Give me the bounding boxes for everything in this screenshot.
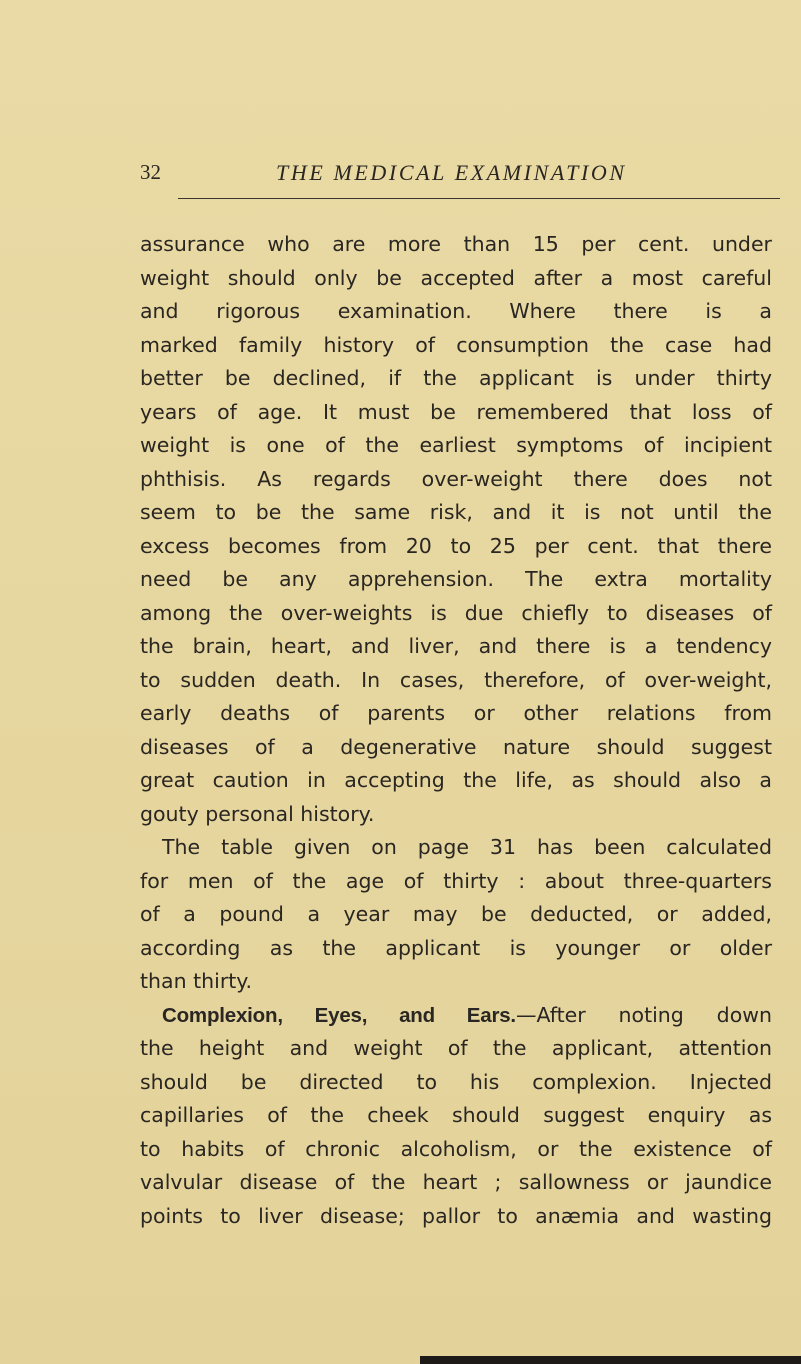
scan-edge-shadow xyxy=(420,1356,801,1364)
page-number: 32 xyxy=(140,160,161,184)
text-line: points to liver disease; pallor to anæmia and wasting xyxy=(140,1203,772,1228)
text-line: valvular disease of the heart ; sallowness or jaundice xyxy=(140,1170,772,1194)
text-line: than thirty. xyxy=(140,969,253,993)
text-line: early deaths of parents or other relations from xyxy=(140,701,772,725)
section-heading: Complexion, Eyes, and Ears. xyxy=(162,1003,516,1027)
section-first-line xyxy=(140,999,772,1033)
running-head xyxy=(140,160,780,190)
text-line: phthisis. As regards over-weight there does not xyxy=(140,466,772,491)
text-line: need be any apprehension. The extra mortality xyxy=(140,567,772,591)
text-line: seem to be the same risk, and it is not until the xyxy=(140,500,772,524)
text-line: great caution in accepting the life, as should also a xyxy=(140,768,772,792)
text-line: The table given on page 31 has been calculated xyxy=(162,835,772,859)
running-title: THE MEDICAL EXAMINATION xyxy=(276,160,627,185)
text-line: should be directed to his complexion. Injected xyxy=(140,1069,772,1094)
text-line: weight is one of the earliest symptoms of incipient xyxy=(140,433,772,457)
text-line: the height and weight of the applicant, attention xyxy=(140,1036,772,1060)
header-rule xyxy=(178,198,780,199)
text-line: and rigorous examination. Where there is a xyxy=(140,299,772,323)
section-heading-continuation: —After noting down xyxy=(515,1002,772,1027)
text-line: to sudden death. In cases, therefore, of over-weight, xyxy=(140,667,772,692)
text-line: capillaries of the cheek should suggest enquiry as xyxy=(140,1103,772,1127)
text-line: weight should only be accepted after a most careful xyxy=(140,265,772,290)
text-line: years of age. It must be remembered that loss of xyxy=(140,399,772,424)
text-line: excess becomes from 20 to 25 per cent. that there xyxy=(140,533,772,558)
text-line: among the over-weights is due chiefly to diseases of xyxy=(140,600,772,625)
text-line: diseases of a degenerative nature should suggest xyxy=(140,734,772,759)
text-line: of a pound a year may be deducted, or added, xyxy=(140,902,772,926)
text-line: according as the applicant is younger or older xyxy=(140,935,772,960)
text-line: to habits of chronic alcoholism, or the existence of xyxy=(140,1136,772,1161)
text-line: assurance who are more than 15 per cent. under xyxy=(140,232,772,256)
text-line: the brain, heart, and liver, and there is a tendency xyxy=(140,634,772,658)
text-line: for men of the age of thirty : about three-quarters xyxy=(140,868,772,893)
text-line: better be declined, if the applicant is under thirty xyxy=(140,366,772,390)
body-text xyxy=(140,228,772,1233)
text-line: gouty personal history. xyxy=(140,801,375,826)
text-line: marked family history of consumption the case had xyxy=(140,332,772,357)
